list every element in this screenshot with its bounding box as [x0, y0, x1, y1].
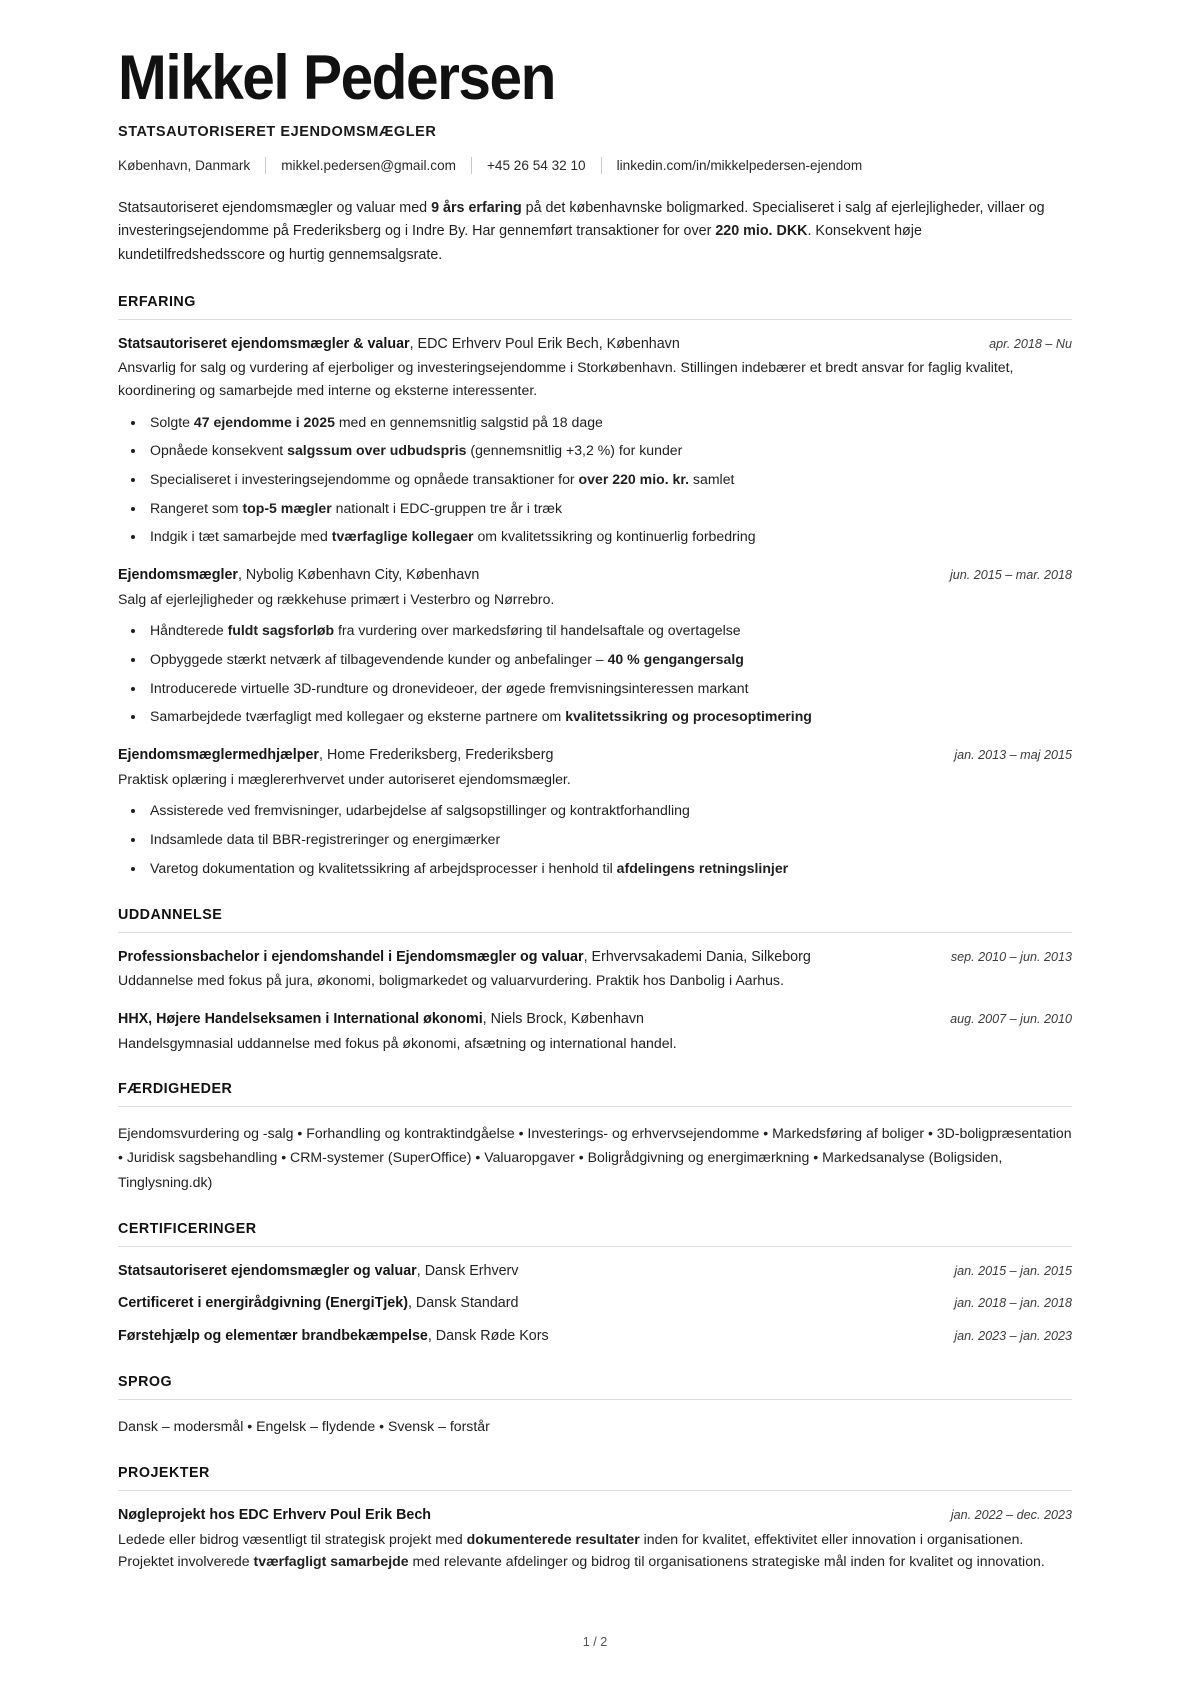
certification-name: Førstehjælp og elementær brandbekæmpelse — [118, 1328, 428, 1345]
section-divider — [118, 319, 1072, 320]
certification-date: jan. 2018 – jan. 2018 — [954, 1296, 1072, 1311]
contact-location: København, Danmark — [118, 158, 251, 174]
entry-title — [118, 745, 936, 766]
bullet-item: Varetog dokumentation og kvalitetssikring af arbejdsprocesser i henhold til afdelingens retningslinjer — [148, 858, 1072, 880]
entry-date: jun. 2015 – mar. 2018 — [949, 568, 1072, 583]
resume-header — [118, 43, 1072, 267]
certification-title — [118, 1293, 936, 1314]
entry-title-main: Ejendomsmægler — [118, 567, 238, 584]
contact-line — [118, 156, 1072, 175]
entry-title-main: HHX, Højere Handelseksamen i International økonomi — [118, 1010, 483, 1027]
entry-description: Ledede eller bidrog væsentligt til strategisk projekt med dokumenterede resultater inden for kvalitet, effektivitet eller innovation i organisationen. Projektet involverede tværfagligt samarbejde med relevante afdelinger og bidrog til organisationens strategiske mål inden for kvalitet og innovation. — [118, 1530, 1045, 1570]
section-divider — [118, 1490, 1072, 1491]
experience-entry-list — [118, 334, 1072, 880]
certification-title — [118, 1261, 936, 1282]
section-divider — [118, 1246, 1072, 1247]
bullet-item: Indsamlede data til BBR-registreringer og energimærker — [148, 829, 1072, 851]
section-divider — [118, 932, 1072, 933]
entry — [118, 745, 1072, 879]
section-title-projects: PROJEKTER — [118, 1465, 210, 1482]
certification-title — [118, 1326, 936, 1347]
entry — [118, 1505, 1072, 1573]
entry — [118, 565, 1072, 728]
section-title-certifications: CERTIFICERINGER — [118, 1220, 257, 1237]
entry-title-main: Professionsbachelor i ejendomshandel i Ejendomsmægler og valuar — [118, 948, 584, 965]
certification-name: Certificeret i energirådgivning (EnergiTjek) — [118, 1295, 408, 1312]
certification-issuer: , Dansk Erhverv — [416, 1262, 519, 1279]
bullet-item: Opnåede konsekvent salgssum over udbudspris (gennemsnitlig +3,2 %) for kunder — [148, 440, 1072, 462]
entry-header — [118, 745, 1072, 766]
certification-issuer: , Dansk Røde Kors — [427, 1328, 549, 1345]
entry-title — [118, 1009, 932, 1030]
contact-separator — [265, 157, 266, 174]
entry-bullet-list — [118, 800, 1072, 879]
entry-title-org: , Home Frederiksberg, Frederiksberg — [319, 747, 554, 764]
contact-linkedin[interactable]: linkedin.com/in/mikkelpedersen-ejendom — [616, 158, 863, 174]
certification-date: jan. 2023 – jan. 2023 — [954, 1329, 1072, 1344]
entry-title-main: Nøgleprojekt hos EDC Erhverv Poul Erik Bech — [118, 1507, 432, 1524]
entry — [118, 947, 1072, 992]
entry-header — [118, 334, 1072, 355]
contact-separator — [471, 157, 472, 174]
entry-header — [118, 1009, 1072, 1030]
section-projects — [118, 1465, 1072, 1573]
entry-title — [118, 1505, 933, 1526]
section-experience — [118, 294, 1072, 880]
entry-title — [118, 947, 933, 968]
entry-description: Uddannelse med fokus på jura, økonomi, boligmarkedet og valuarvurdering. Praktik hos Danbolig i Aarhus. — [118, 972, 784, 989]
certification-name: Statsautoriseret ejendomsmægler og valuar — [118, 1262, 417, 1279]
bullet-item: Introducerede virtuelle 3D-rundture og dronevideoer, der øgede fremvisningsinteressen markant — [148, 678, 1072, 700]
entry-description: Ansvarlig for salg og vurdering af ejerboliger og investeringsejendomme i Storkøbenhavn. Stillingen indebærer et bredt ansvar for faglig kvalitet, koordinering og samarbejde med interne og eksterne interessenter. — [118, 359, 1014, 399]
entry-title-org: , Erhvervsakademi Dania, Silkeborg — [583, 948, 811, 965]
entry-title-org: , EDC Erhverv Poul Erik Bech, København — [409, 335, 680, 352]
entry-title-org: , Nybolig København City, København — [237, 567, 480, 584]
section-title-experience: ERFARING — [118, 293, 196, 310]
certification-date: jan. 2015 – jan. 2015 — [954, 1263, 1072, 1278]
project-entry-list — [118, 1505, 1072, 1573]
entry-title-org: , Niels Brock, København — [482, 1010, 644, 1027]
skills-list: Ejendomsvurdering og -salg • Forhandling og kontraktindgåelse • Investerings- og erhvervsejendomme • Markedsføring af boliger • 3D-boligpræsentation • Juridisk sagsbehandling • CRM-systemer (SuperOffice) • Valuaropgaver • Boligrådgivning og energimærkning • Markedsanalyse (Boligsiden, Tinglysning.dk) — [118, 1125, 1072, 1190]
bullet-item: Opbyggede stærkt netværk af tilbagevendende kunder og anbefalinger – 40 % gengangersalg — [148, 649, 1072, 671]
entry-title — [118, 334, 971, 355]
certification-row — [118, 1293, 1072, 1314]
section-title-education: UDDANNELSE — [118, 906, 223, 923]
bullet-item: Solgte 47 ejendomme i 2025 med en gennemsnitlig salgstid på 18 dage — [148, 412, 1072, 434]
entry — [118, 1009, 1072, 1054]
section-education — [118, 907, 1072, 1055]
page-indicator: 1 / 2 — [582, 1635, 608, 1649]
entry-header — [118, 1505, 1072, 1526]
certification-row — [118, 1326, 1072, 1347]
contact-phone[interactable]: +45 26 54 32 10 — [486, 158, 586, 174]
section-certifications — [118, 1221, 1072, 1347]
entry-title — [118, 565, 932, 586]
bullet-item: Rangeret som top-5 mægler nationalt i EDC-gruppen tre år i træk — [148, 498, 1072, 520]
section-title-skills: FÆRDIGHEDER — [118, 1081, 233, 1098]
entry-header — [118, 565, 1072, 586]
bullet-item: Håndterede fuldt sagsforløb fra vurdering over markedsføring til handelsaftale og overtagelse — [148, 620, 1072, 642]
certification-row — [118, 1261, 1072, 1282]
section-languages — [118, 1374, 1072, 1438]
entry-bullet-list — [118, 620, 1072, 728]
candidate-role: STATSAUTORISERET EJENDOMSMÆGLER — [118, 124, 437, 141]
entry-date: jan. 2022 – dec. 2023 — [950, 1508, 1072, 1523]
entry-description: Praktisk oplæring i mæglererhvervet under autoriseret ejendomsmægler. — [118, 770, 571, 787]
candidate-name: Mikkel Pedersen — [118, 43, 555, 113]
contact-separator — [601, 157, 602, 174]
section-divider — [118, 1399, 1072, 1400]
bullet-item: Specialiseret i investeringsejendomme og opnåede transaktioner for over 220 mio. kr. samlet — [148, 469, 1072, 491]
section-divider — [118, 1106, 1072, 1107]
contact-email[interactable]: mikkel.pedersen@gmail.com — [281, 158, 456, 174]
entry — [118, 334, 1072, 548]
education-entry-list — [118, 947, 1072, 1055]
entry-date: apr. 2018 – Nu — [989, 336, 1072, 351]
entry-bullet-list — [118, 412, 1072, 549]
section-skills — [118, 1081, 1072, 1194]
entry-title-main: Ejendomsmæglermedhjælper — [118, 747, 320, 764]
professional-summary: Statsautoriseret ejendomsmægler og valuar med 9 års erfaring på det københavnske boligmarked. Specialiseret i salg af ejerlejligheder, villaer og investeringsejendomme på Frederiksberg og i Indre By. Har gennemført transaktioner for over 220 mio. DKK. Konsekvent høje kundetilfredshedsscore og hurtig gennemsalgsrate. — [118, 200, 1045, 263]
entry-date: aug. 2007 – jun. 2010 — [950, 1011, 1072, 1026]
certification-list — [118, 1261, 1072, 1347]
entry-title-main: Statsautoriseret ejendomsmægler & valuar — [118, 335, 410, 352]
bullet-item: Samarbejdede tværfagligt med kollegaer og eksterne partnere om kvalitetssikring og procesoptimering — [148, 706, 1072, 728]
entry-description: Handelsgymnasial uddannelse med fokus på økonomi, afsætning og international handel. — [118, 1034, 677, 1051]
entry-header — [118, 947, 1072, 968]
languages-list: Dansk – modersmål • Engelsk – flydende • Svensk – forstår — [118, 1417, 490, 1434]
bullet-item: Assisterede ved fremvisninger, udarbejdelse af salgsopstillinger og kontraktforhandling — [148, 800, 1072, 822]
bullet-item: Indgik i tæt samarbejde med tværfaglige kollegaer om kvalitetssikring og kontinuerlig forbedring — [148, 526, 1072, 548]
certification-issuer: , Dansk Standard — [407, 1295, 519, 1312]
entry-date: sep. 2010 – jun. 2013 — [950, 949, 1072, 964]
section-title-languages: SPROG — [118, 1373, 173, 1390]
entry-date: jan. 2013 – maj 2015 — [954, 748, 1072, 763]
entry-description: Salg af ejerlejligheder og rækkehuse primært i Vesterbro og Nørrebro. — [118, 590, 555, 607]
